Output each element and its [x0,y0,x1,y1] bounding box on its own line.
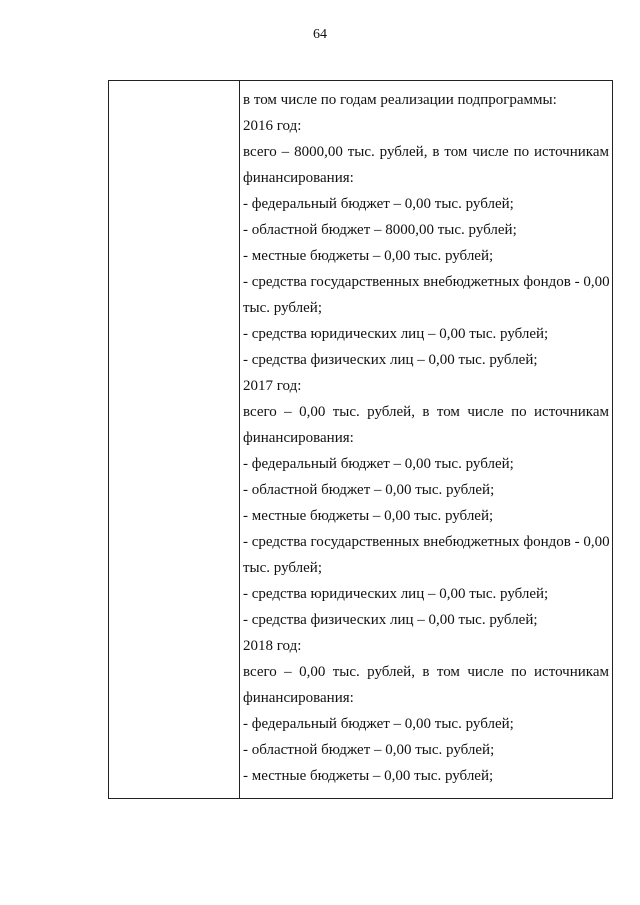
table-line: 2018 год: [243,638,302,654]
table-line: 2017 год: [243,378,302,394]
table-line: всего – 0,00 тыс. рублей, в том числе по источникам [243,664,609,680]
table-line: финансирования: [243,170,354,186]
table-line: всего – 0,00 тыс. рублей, в том числе по источникам [243,404,609,420]
table-line: - местные бюджеты – 0,00 тыс. рублей; [243,508,494,524]
table-line: - средства физических лиц – 0,00 тыс. рублей; [243,612,538,628]
table-line: - местные бюджеты – 0,00 тыс. рублей; [243,768,494,784]
table-left-cell [109,81,239,798]
table-line: - областной бюджет – 0,00 тыс. рублей; [243,742,495,758]
table-line: - федеральный бюджет – 0,00 тыс. рублей; [243,196,514,212]
table-line: - местные бюджеты – 0,00 тыс. рублей; [243,248,494,264]
table-line: 2016 год: [243,118,302,134]
table-line: - областной бюджет – 8000,00 тыс. рублей; [243,222,517,238]
page-number: 64 [313,27,327,42]
table-right-cell [243,87,609,789]
table-line: финансирования: [243,430,354,446]
table-line: тыс. рублей; [243,300,322,316]
table-line: - федеральный бюджет – 0,00 тыс. рублей; [243,716,514,732]
table-line: - федеральный бюджет – 0,00 тыс. рублей; [243,456,514,472]
table-line: в том числе по годам реализации подпрограммы: [243,92,557,108]
table-line: финансирования: [243,690,354,706]
table-line: - средства государственных внебюджетных фондов - 0,00 [243,274,610,290]
table-line: - средства государственных внебюджетных фондов - 0,00 [243,534,610,550]
table-line: - средства юридических лиц – 0,00 тыс. рублей; [243,326,549,342]
table-line: всего – 8000,00 тыс. рублей, в том числе по источникам [243,144,609,160]
table-column-divider [239,81,240,798]
table-line: - средства юридических лиц – 0,00 тыс. рублей; [243,586,549,602]
table-line: тыс. рублей; [243,560,322,576]
table-line: - средства физических лиц – 0,00 тыс. рублей; [243,352,538,368]
funding-table [108,80,613,799]
table-line: - областной бюджет – 0,00 тыс. рублей; [243,482,495,498]
